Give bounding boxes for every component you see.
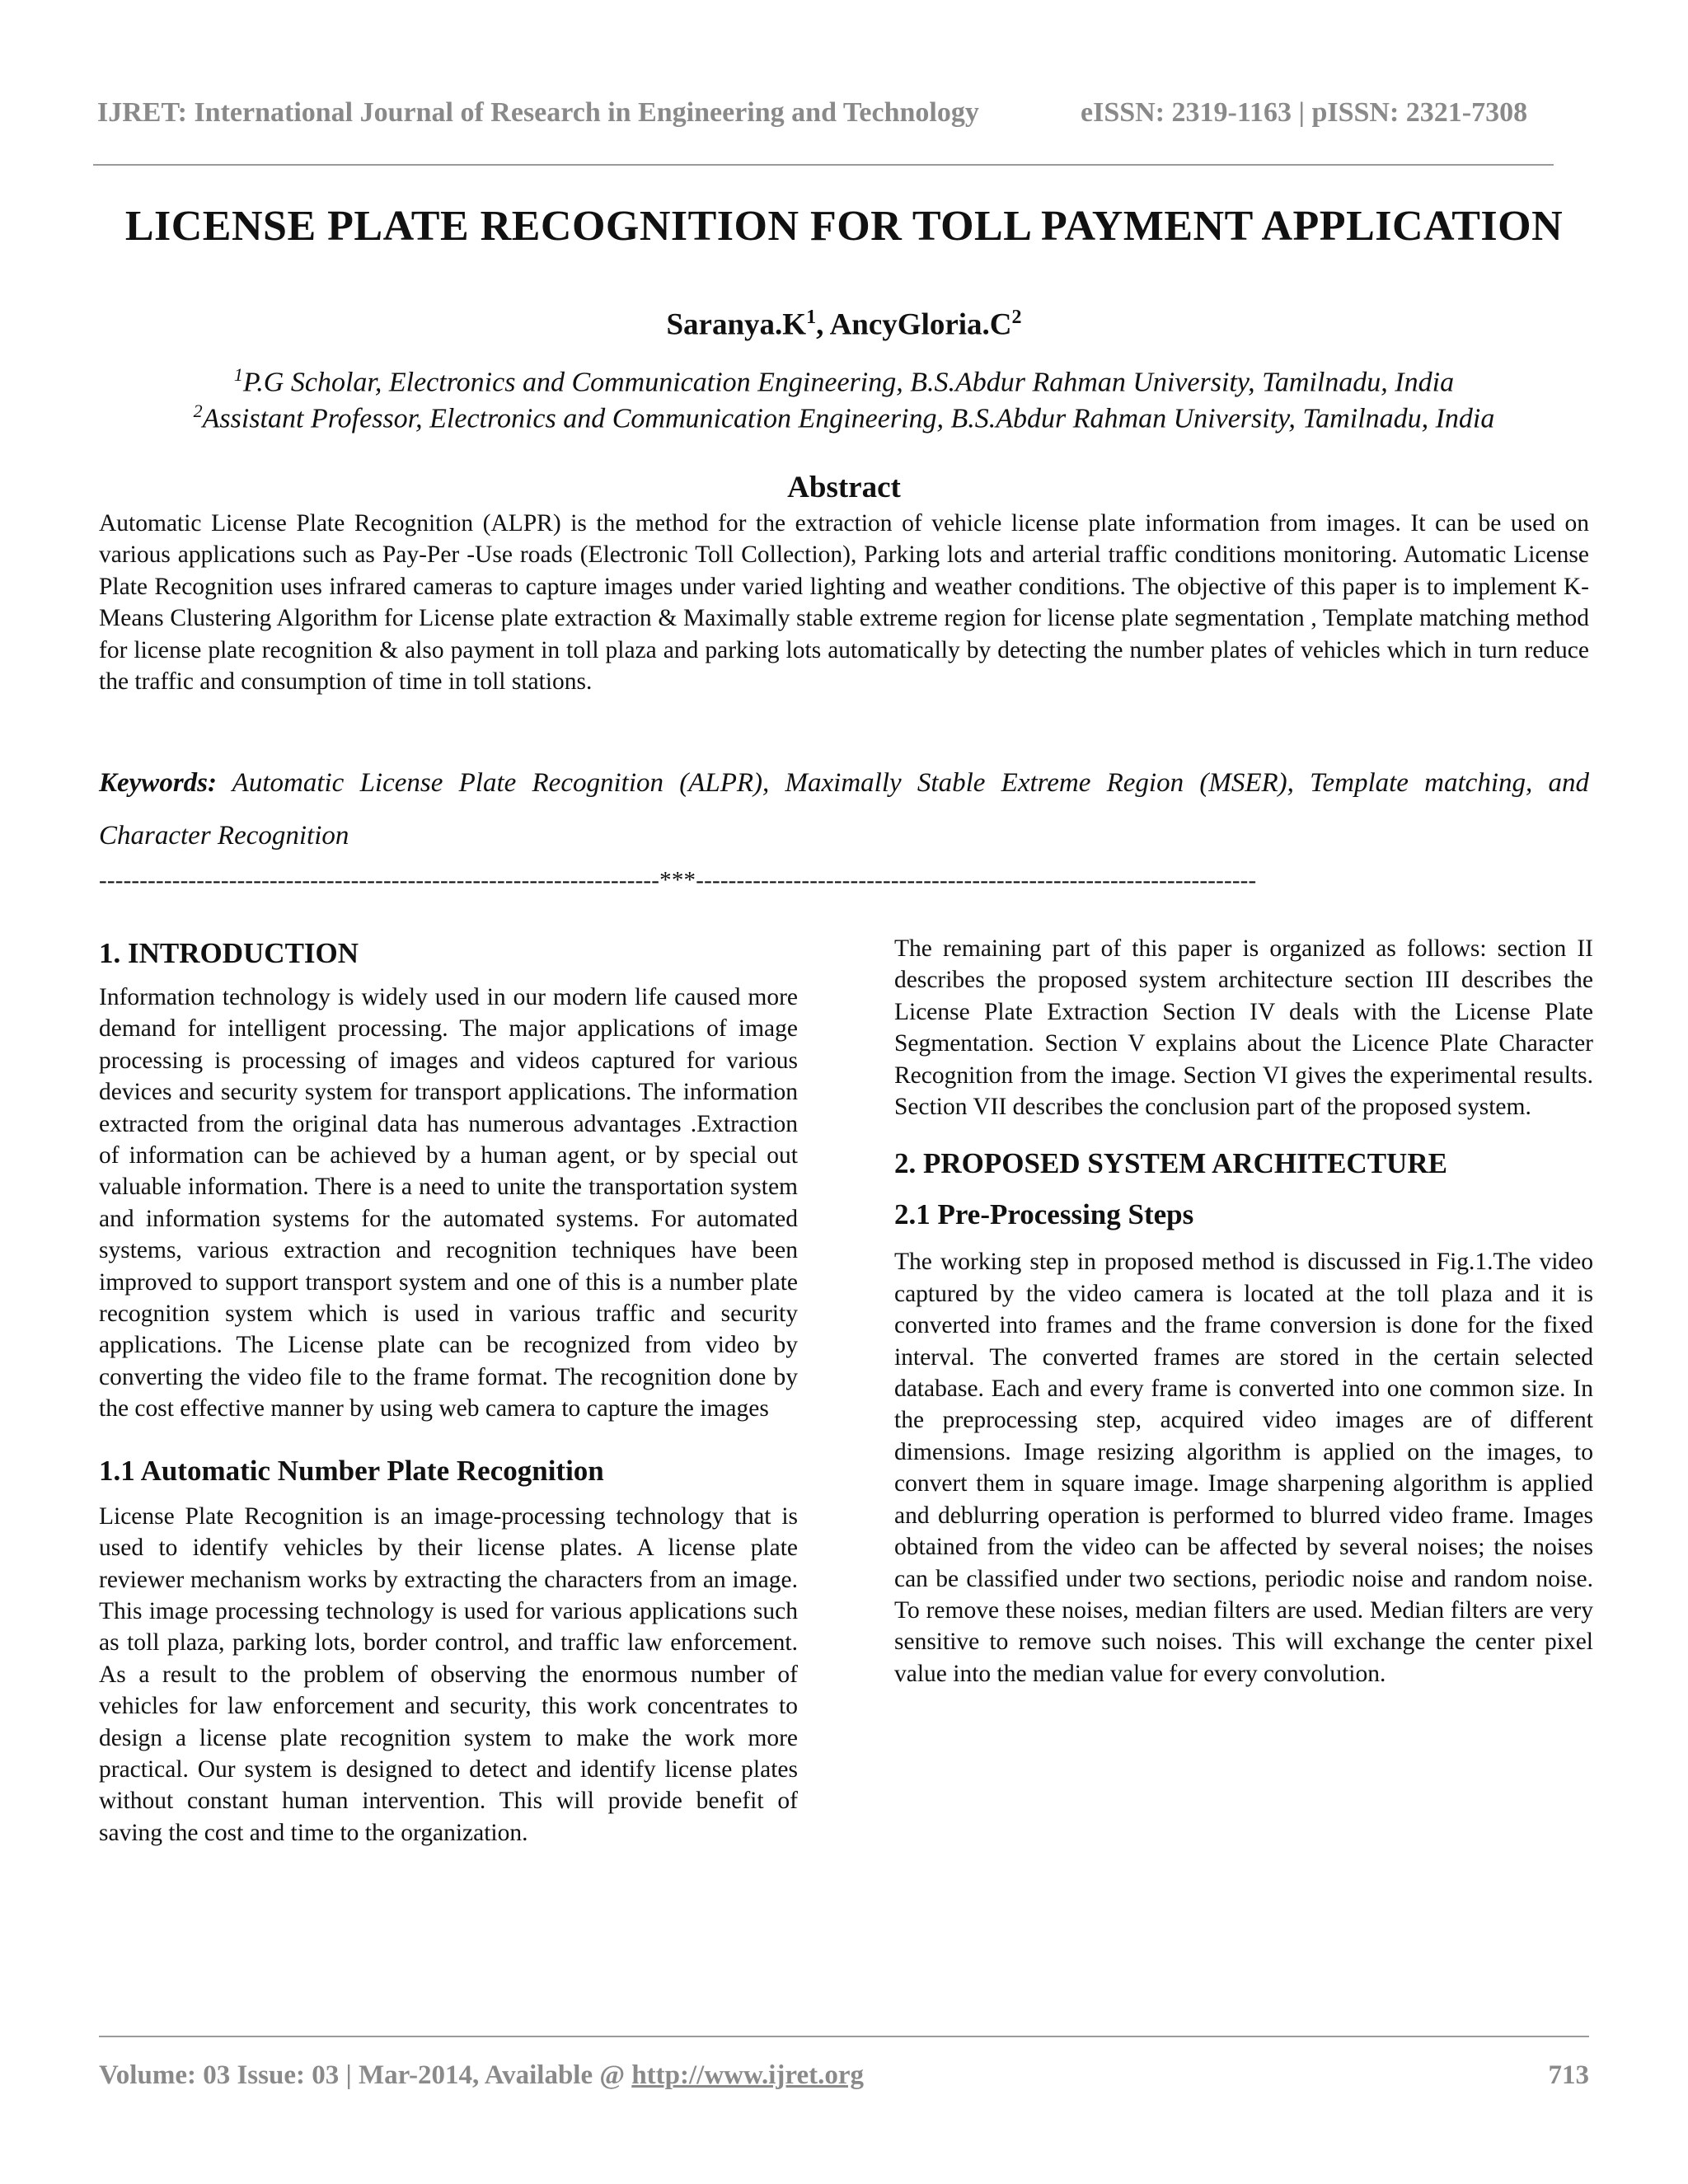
page-number: 713	[1548, 2060, 1589, 2090]
running-footer	[99, 2060, 1589, 2091]
section-separator: ---------------------------------------------------------------------***---------------------------------------------------------------------	[99, 867, 1257, 893]
keywords-text: Automatic License Plate Recognition (ALPR), Maximally Stable Extreme Region (MSER), Template matching, and Character Recognition	[99, 768, 1590, 851]
affiliation-line	[0, 401, 1688, 434]
abstract-body: Automatic License Plate Recognition (ALPR) is the method for the extraction of vehicle license plate information from images. It can be used on various applications such as Pay-Per -Use roads (Electronic Toll Collection), Parking lots and arterial traffic conditions monitoring. Automatic License Plate Recognition uses infrared cameras to capture images under varied lighting and weather conditions. The objective of this paper is to implement K-Means Clustering Algorithm for License plate extraction & Maximally stable extreme region for license plate segmentation , Template matching method for license plate recognition & also payment in toll plaza and parking lots automatically by detecting the number plates of vehicles which in turn reduce the traffic and consumption of time in toll stations.	[99, 510, 1589, 696]
affiliation-text: P.G Scholar, Electronics and Communication Engineering, B.S.Abdur Rahman University, Tamilnadu, India	[242, 367, 1455, 398]
author-name: Saranya.K	[666, 307, 807, 342]
keywords-block	[99, 757, 1589, 862]
abstract-heading: Abstract	[787, 471, 901, 504]
volume-info: Volume: 03 Issue: 03 | Mar-2014, Available @	[99, 2060, 632, 2090]
affiliation-line	[0, 364, 1688, 398]
keywords-label: Keywords:	[99, 768, 217, 798]
right-column	[894, 933, 1593, 1690]
anpr-body: License Plate Recognition is an image-processing technology that is used to identify vehicles by their license plates. A license plate reviewer mechanism works by extracting the characters from an image. This image processing technology is used for various applications such as toll plaza, parking lots, border control, and traffic law enforcement. As a result to the problem of observing the enormous number of vehicles for law enforcement and security, this work concentrates to design a license plate recognition system to make the work more practical. Our system is designed to detect and identify license plates without constant human intervention. This will provide benefit of saving the cost and time to the organization.	[99, 1502, 798, 1846]
preprocessing-body: The working step in proposed method is discussed in Fig.1.The video captured by the video camera is located at the toll plaza and it is converted into frames and the frame conversion is done for the fixed interval. The converted frames are stored in the certain selected database. Each and every frame is converted into one common size. In the preprocessing step, acquired video images are of different dimensions. Image resizing algorithm is applied on the images, to convert them in square image. Image sharpening algorithm is applied and deblurring operation is performed to blurred video frame. Images obtained from the video can be affected by several noises; the noises can be classified under two sections, periodic noise and random noise. To remove these noises, median filters are used. Median filters are very sensitive to remove such noises. This will exchange the center pixel value into the median value for every convolution.	[894, 1249, 1593, 1687]
preprocessing-heading: 2.1 Pre-Processing Steps	[894, 1198, 1194, 1231]
author-separator: ,	[816, 307, 830, 342]
affiliation-marker: 2	[193, 401, 203, 421]
author-list	[0, 307, 1688, 342]
author-affiliation-marker: 1	[806, 307, 817, 328]
left-column	[99, 935, 798, 1849]
journal-issn: eISSN: 2319-1163 | pISSN: 2321-7308	[1081, 97, 1528, 128]
header-divider	[93, 164, 1554, 166]
introduction-heading: 1. INTRODUCTION	[99, 937, 359, 969]
paper-title: LICENSE PLATE RECOGNITION FOR TOLL PAYMENT APPLICATION	[124, 203, 1564, 250]
affiliation-text: Assistant Professor, Electronics and Communication Engineering, B.S.Abdur Rahman University, Tamilnadu, India	[202, 403, 1495, 434]
journal-name: IJRET: International Journal of Research in Engineering and Technology	[97, 97, 979, 128]
author-affiliation-marker: 2	[1011, 307, 1022, 328]
affiliation-marker: 1	[233, 364, 243, 385]
organization-paragraph: The remaining part of this paper is organized as follows: section II describes the proposed system architecture section III describes the License Plate Extraction Section IV deals with the License Plate Segmentation. Section V explains about the Licence Plate Character Recognition from the image. Section VI gives the experimental results. Section VII describes the conclusion part of the proposed system.	[894, 935, 1593, 1121]
architecture-heading: 2. PROPOSED SYSTEM ARCHITECTURE	[894, 1147, 1447, 1180]
footer-divider	[99, 2036, 1589, 2037]
journal-link[interactable]: http://www.ijret.org	[631, 2060, 864, 2090]
anpr-heading: 1.1 Automatic Number Plate Recognition	[99, 1454, 604, 1487]
introduction-body: Information technology is widely used in our modern life caused more demand for intelligent processing. The major applications of image processing is processing of images and videos captured for various devices and security system for transport applications. The information extracted from the original data has numerous advantages .Extraction of information can be achieved by a human agent, or by special out valuable information. There is a need to unite the transportation system and information systems for the automated systems. For automated systems, various extraction and recognition techniques have been improved to support transport system and one of this is a number plate recognition system which is used in various traffic and security applications. The License plate can be recognized from video by converting the video file to the frame format. The recognition done by the cost effective manner by using web camera to capture the images	[99, 984, 798, 1422]
author-name: AncyGloria.C	[829, 307, 1012, 342]
